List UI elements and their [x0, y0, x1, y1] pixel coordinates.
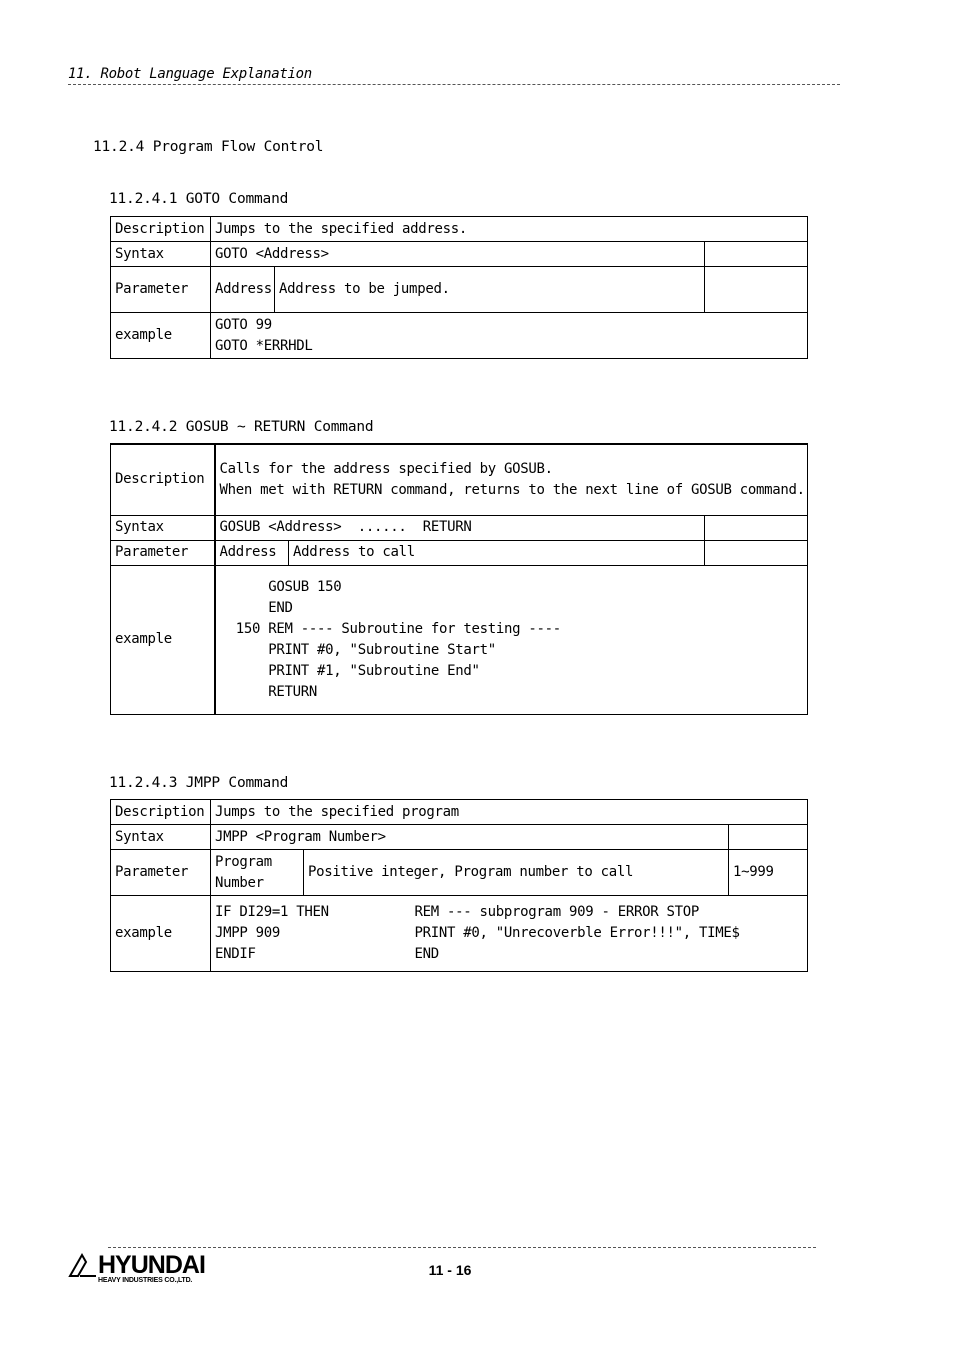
gosub-heading: 11.2.4.2 GOSUB ~ RETURN Command [109, 419, 374, 435]
syntax-text: GOTO <Address> [211, 242, 705, 267]
parameter-description: Address to call [289, 540, 705, 565]
description-label: Description [111, 800, 211, 825]
example-code: GOSUB 150 END 150 REM ---- Subroutine for testing ---- PRINT #0, "Subroutine Start" PRINT #1, "Subroutine End" RETURN [215, 565, 808, 714]
example-code-left: IF DI29=1 THEN JMPP 909 ENDIF [211, 896, 411, 972]
chapter-title: 11. Robot Language Explanation [68, 66, 312, 82]
jmpp-heading: 11.2.4.3 JMPP Command [109, 775, 289, 791]
header-divider [68, 84, 840, 85]
syntax-label: Syntax [111, 515, 215, 540]
syntax-text: GOSUB <Address> ...... RETURN [215, 515, 705, 540]
parameter-name: Address [211, 267, 275, 313]
footer-divider [108, 1247, 816, 1248]
goto-table [110, 216, 808, 359]
logo-subtext: HEAVY INDUSTRIES CO.,LTD. [98, 1277, 193, 1284]
parameter-name: Program Number [211, 850, 304, 896]
example-label: example [111, 896, 211, 972]
empty-cell [705, 242, 808, 267]
parameter-description: Positive integer, Program number to call [304, 850, 729, 896]
empty-cell [705, 515, 808, 540]
description-text: Calls for the address specified by GOSUB. When met with RETURN command, returns to the next line of GOSUB command. [215, 444, 808, 515]
syntax-text: JMPP <Program Number> [211, 825, 729, 850]
logo-triangle-icon [68, 1252, 98, 1278]
section-title: 11.2.4 Program Flow Control [93, 139, 324, 155]
syntax-label: Syntax [111, 242, 211, 267]
gosub-table [110, 443, 808, 715]
goto-heading: 11.2.4.1 GOTO Command [109, 191, 289, 207]
description-label: Description [111, 217, 211, 242]
empty-cell [705, 267, 808, 313]
example-code-right: REM --- subprogram 909 - ERROR STOP PRINT #0, "Unrecoverble Error!!!", TIME$ END [411, 896, 808, 972]
page-number: 11 - 16 [428, 1262, 472, 1278]
description-text: Jumps to the specified program [211, 800, 808, 825]
parameter-label: Parameter [111, 540, 215, 565]
example-label: example [111, 565, 215, 714]
example-code: GOTO 99 GOTO *ERRHDL [211, 313, 808, 359]
empty-cell [729, 825, 808, 850]
parameter-description: Address to be jumped. [275, 267, 705, 313]
empty-cell [705, 540, 808, 565]
parameter-name: Address [215, 540, 289, 565]
logo-text: HYUNDAI [98, 1251, 205, 1279]
parameter-label: Parameter [111, 850, 211, 896]
hyundai-logo [68, 1252, 208, 1286]
description-label: Description [111, 444, 215, 515]
example-label: example [111, 313, 211, 359]
jmpp-table [110, 799, 808, 972]
parameter-range: 1~999 [729, 850, 808, 896]
description-text: Jumps to the specified address. [211, 217, 808, 242]
syntax-label: Syntax [111, 825, 211, 850]
parameter-label: Parameter [111, 267, 211, 313]
